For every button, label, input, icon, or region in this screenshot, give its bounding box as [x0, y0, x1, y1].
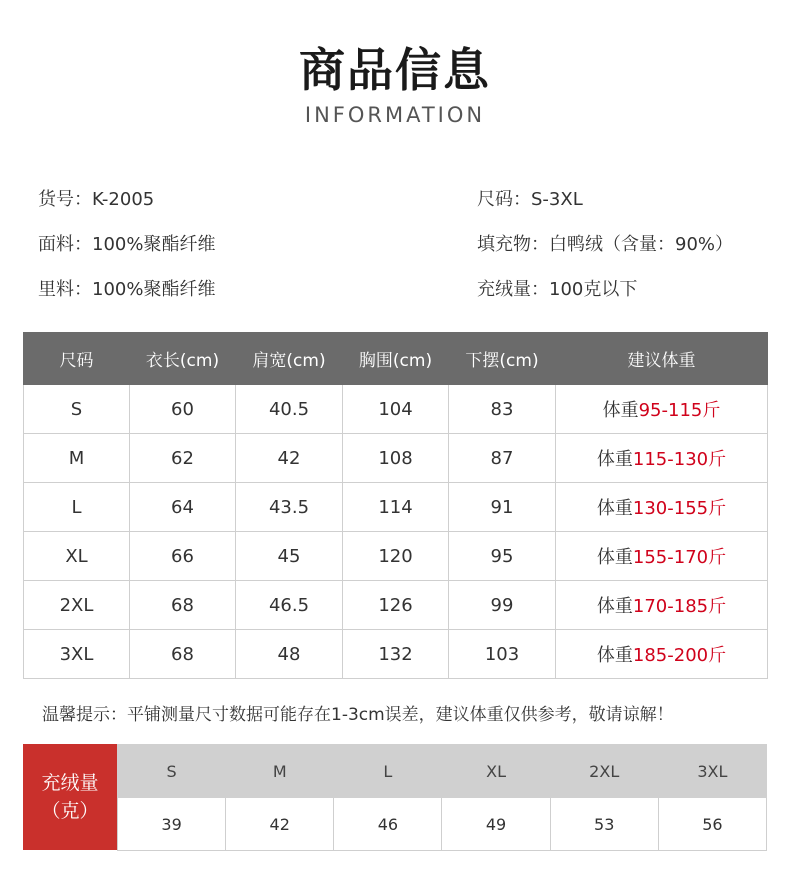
weight-unit: 斤: [708, 645, 727, 666]
cell-shoulder: 45: [236, 532, 343, 581]
cell-shoulder: 48: [236, 630, 343, 679]
weight-prefix: 体重: [596, 498, 633, 519]
cell-length: 62: [130, 434, 236, 483]
cell-shoulder: 46.5: [236, 581, 343, 630]
cell-size: XL: [24, 532, 130, 581]
cell-hem: 91: [449, 483, 556, 532]
fill-value: 49: [442, 798, 550, 851]
cell-size: 3XL: [24, 630, 130, 679]
cell-weight: [556, 532, 768, 581]
cell-size: S: [24, 385, 130, 434]
fill-label-line2: （克）: [41, 800, 99, 822]
fill-value: 46: [334, 798, 442, 851]
weight-unit: 斤: [708, 449, 727, 470]
info-lining: 里料：100%聚酯纤维: [38, 279, 216, 300]
weight-range: 170-185: [632, 596, 709, 617]
info-item-no: 货号：K-2005: [38, 189, 155, 210]
header-chest: 胸围(cm): [343, 333, 449, 385]
cell-chest: 114: [343, 483, 449, 532]
cell-length: 66: [130, 532, 236, 581]
fill-header-size: 3XL: [658, 745, 766, 798]
cell-hem: 83: [449, 385, 556, 434]
weight-unit: 斤: [708, 596, 727, 617]
cell-length: 60: [130, 385, 236, 434]
cell-size: 2XL: [24, 581, 130, 630]
cell-hem: 95: [449, 532, 556, 581]
cell-length: 68: [130, 630, 236, 679]
cell-size: L: [24, 483, 130, 532]
info-filling: 填充物：白鸭绒（含量：90%）: [477, 234, 734, 255]
fill-header-size: L: [334, 745, 442, 798]
weight-range: 185-200: [632, 645, 709, 666]
cell-chest: 120: [343, 532, 449, 581]
fill-header-size: 2XL: [550, 745, 658, 798]
fill-header-size: S: [118, 745, 226, 798]
header-shoulder: 肩宽(cm): [236, 333, 343, 385]
cell-hem: 99: [449, 581, 556, 630]
cell-size: M: [24, 434, 130, 483]
cell-chest: 132: [343, 630, 449, 679]
info-size-range: 尺码：S-3XL: [477, 189, 583, 210]
cell-chest: 104: [343, 385, 449, 434]
table-row: [24, 385, 768, 434]
size-table: [23, 332, 768, 679]
table-row: [24, 434, 768, 483]
weight-unit: 斤: [708, 547, 727, 568]
cell-weight: [556, 483, 768, 532]
fill-header-size: XL: [442, 745, 550, 798]
cell-shoulder: 43.5: [236, 483, 343, 532]
header-hem: 下摆(cm): [449, 333, 556, 385]
weight-range: 115-130: [632, 449, 709, 470]
cell-hem: 87: [449, 434, 556, 483]
fill-amount-label: [23, 744, 117, 850]
table-row: [24, 532, 768, 581]
table-row: [24, 630, 768, 679]
weight-prefix: 体重: [596, 645, 633, 666]
weight-prefix: 体重: [596, 547, 633, 568]
fill-value: 56: [658, 798, 766, 851]
cell-shoulder: 42: [236, 434, 343, 483]
fill-value: 53: [550, 798, 658, 851]
cell-weight: [556, 385, 768, 434]
cell-shoulder: 40.5: [236, 385, 343, 434]
fill-value: 42: [226, 798, 334, 851]
weight-range: 155-170: [632, 547, 709, 568]
header-weight: 建议体重: [556, 333, 768, 385]
weight-range: 130-155: [632, 498, 709, 519]
table-row: [24, 483, 768, 532]
cell-chest: 108: [343, 434, 449, 483]
cell-length: 68: [130, 581, 236, 630]
header-length: 衣长(cm): [130, 333, 236, 385]
weight-prefix: 体重: [602, 400, 639, 421]
cell-weight: [556, 434, 768, 483]
fill-label-line1: 充绒量: [41, 772, 99, 794]
weight-prefix: 体重: [596, 596, 633, 617]
page-subtitle: INFORMATION: [304, 103, 486, 127]
info-fabric: 面料：100%聚酯纤维: [38, 234, 216, 255]
cell-weight: [556, 581, 768, 630]
fill-value: 39: [118, 798, 226, 851]
fill-table-row: [118, 798, 767, 851]
weight-unit: 斤: [708, 498, 727, 519]
fill-table-header-row: [118, 745, 767, 798]
page-title: 商品信息: [299, 43, 491, 97]
table-row: [24, 581, 768, 630]
weight-prefix: 体重: [596, 449, 633, 470]
weight-unit: 斤: [702, 400, 721, 421]
size-table-header-row: [24, 333, 768, 385]
cell-weight: [556, 630, 768, 679]
cell-hem: 103: [449, 630, 556, 679]
fill-table: [117, 744, 767, 851]
cell-chest: 126: [343, 581, 449, 630]
cell-length: 64: [130, 483, 236, 532]
weight-range: 95-115: [638, 400, 703, 421]
header-size: 尺码: [24, 333, 130, 385]
measurement-tip: 温馨提示：平铺测量尺寸数据可能存在1-3cm误差，建议体重仅供参考，敬请谅解！: [42, 705, 674, 725]
fill-header-size: M: [226, 745, 334, 798]
info-fill-amount: 充绒量：100克以下: [477, 279, 638, 300]
